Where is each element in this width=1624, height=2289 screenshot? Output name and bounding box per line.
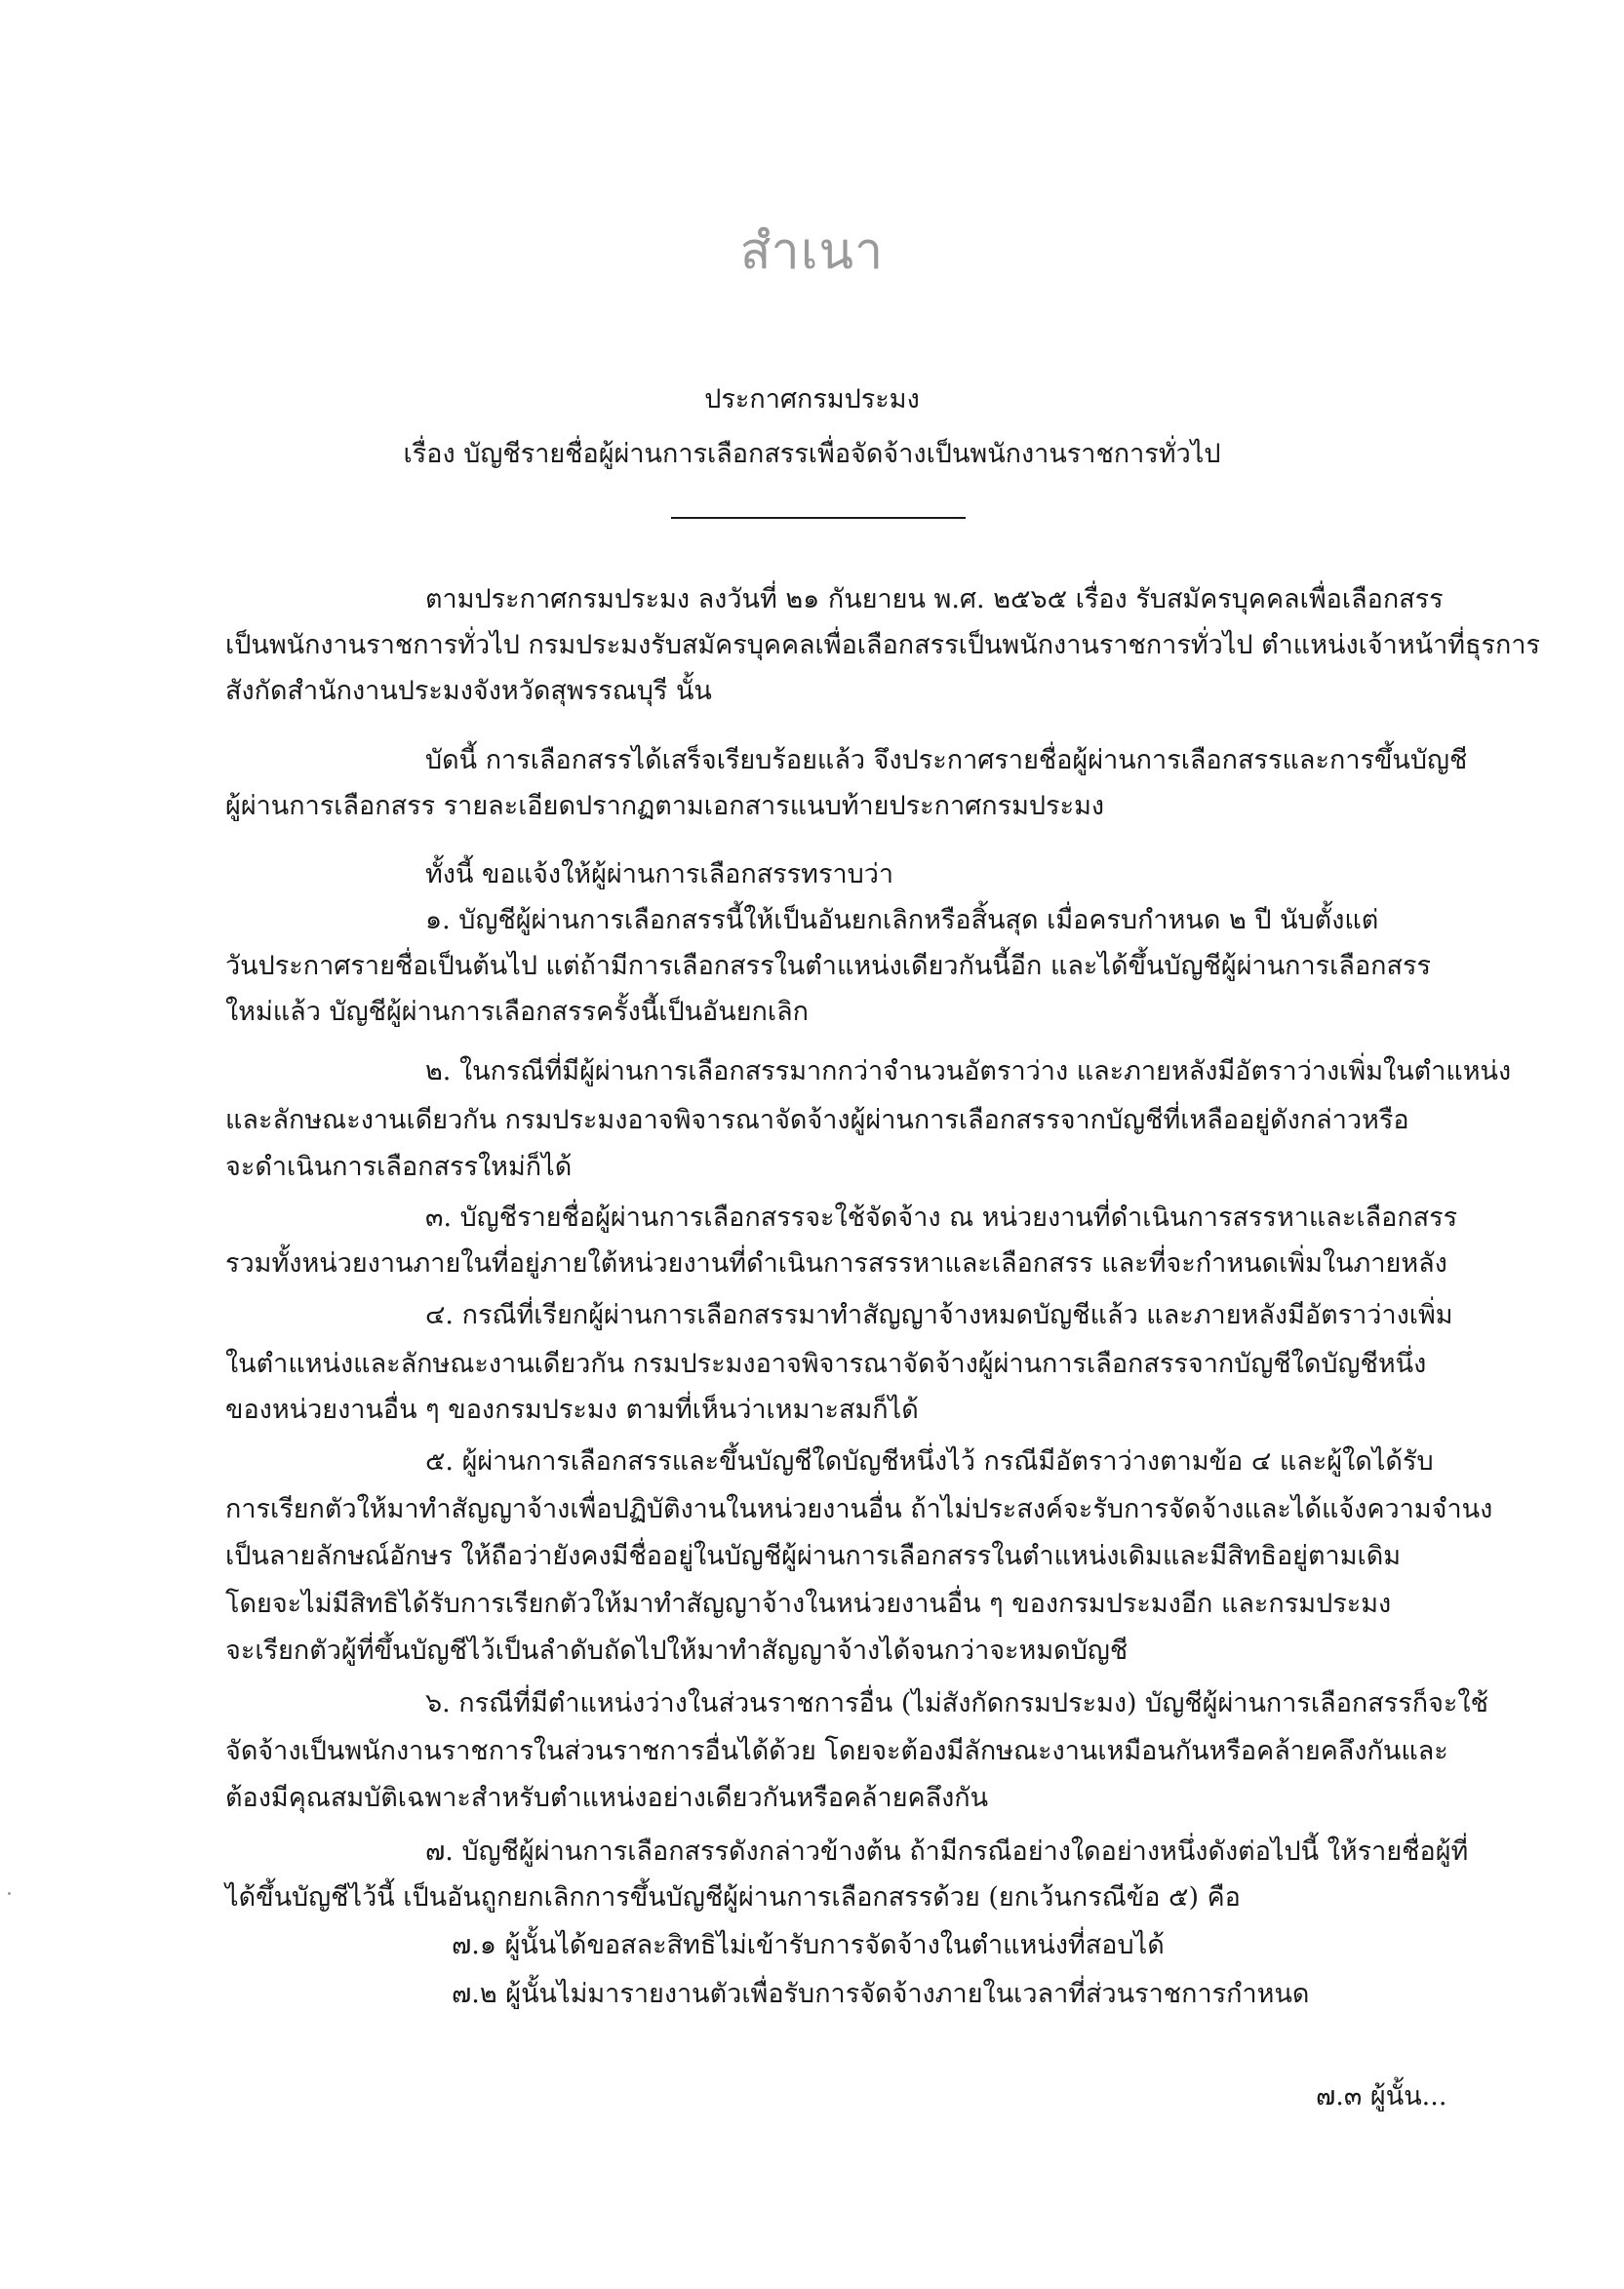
body-line: ๓. บัญชีรายชื่อผู้ผ่านการเลือกสรรจะใช้จัดจ้าง ณ หน่วยงานที่ดำเนินการสรรหาและเลือกสรร [425,1203,1458,1233]
body-line: ต้องมีคุณสมบัติเฉพาะสำหรับตำแหน่งอย่างเดียวกันหรือคล้ายคลึงกัน [225,1783,989,1813]
body-line: รวมทั้งหน่วยงานภายในที่อยู่ภายใต้หน่วยงานที่ดำเนินการสรรหาและเลือกสรร และที่จะกำหนดเพิ่มในภายหลัง [225,1248,1447,1279]
body-line: ๗.๒ ผู้นั้นไม่มารายงานตัวเพื่อรับการจัดจ้างภายในเวลาที่ส่วนราชการกำหนด [452,1979,1310,2009]
body-line: เป็นลายลักษณ์อักษร ให้ถือว่ายังคงมีชื่ออยู่ในบัญชีผู้ผ่านการเลือกสรรในตำแหน่งเดิมและมีสิทธิอยู่ตามเดิม [225,1541,1402,1571]
body-line: ใหม่แล้ว บัญชีผู้ผ่านการเลือกสรรครั้งนี้เป็นอันยกเลิก [225,997,810,1027]
announcement-subject: เรื่อง บัญชีรายชื่อผู้ผ่านการเลือกสรรเพื่อจัดจ้างเป็นพนักงานราชการทั่วไป [403,439,1221,469]
body-line: ๑. บัญชีผู้ผ่านการเลือกสรรนี้ให้เป็นอันยกเลิกหรือสิ้นสุด เมื่อครบกำหนด ๒ ปี นับตั้งแต่ [425,905,1379,935]
body-line: ผู้ผ่านการเลือกสรร รายละเอียดปรากฏตามเอกสารแนบท้ายประกาศกรมประมง [225,791,1105,821]
body-line: สังกัดสำนักงานประมงจังหวัดสุพรรณบุรี นั้น [225,676,712,706]
body-line: ๗. บัญชีผู้ผ่านการเลือกสรรดังกล่าวข้างต้น ถ้ามีกรณีอย่างใดอย่างหนึ่งดังต่อไปนี้ ให้รายชื่อผู้ที่ [425,1836,1469,1867]
body-line: เป็นพนักงานราชการทั่วไป กรมประมงรับสมัครบุคคลเพื่อเลือกสรรเป็นพนักงานราชการทั่วไป ตำแหน่งเจ้าหน้าที่ธุรการ [225,630,1541,660]
body-line: ๕. ผู้ผ่านการเลือกสรรและขึ้นบัญชีใดบัญชีหนึ่งไว้ กรณีมีอัตราว่างตามข้อ ๔ และผู้ใดได้รับ [425,1446,1434,1477]
body-line: ของหน่วยงานอื่น ๆ ของกรมประมง ตามที่เห็นว่าเหมาะสมก็ได้ [225,1395,919,1425]
body-line: ในตำแหน่งและลักษณะงานเดียวกัน กรมประมงอาจพิจารณาจัดจ้างผู้ผ่านการเลือกสรรจากบัญชีใดบัญชีหนึ่ง [225,1349,1427,1379]
body-line: จะเรียกตัวผู้ที่ขึ้นบัญชีไว้เป็นลำดับถัดไปให้มาทำสัญญาจ้างได้จนกว่าจะหมดบัญชี [225,1636,1129,1666]
body-line: จัดจ้างเป็นพนักงานราชการในส่วนราชการอื่นได้ด้วย โดยจะต้องมีลักษณะงานเหมือนกันหรือคล้ายคลึงกันและ [225,1736,1448,1766]
copy-stamp: สำเนา [739,222,885,281]
body-line: ๗.๑ ผู้นั้นได้ขอสละสิทธิไม่เข้ารับการจัดจ้างในตำแหน่งที่สอบได้ [452,1930,1165,1960]
body-line: ๒. ในกรณีที่มีผู้ผ่านการเลือกสรรมากกว่าจำนวนอัตราว่าง และภายหลังมีอัตราว่างเพิ่มในตำแหน่ง [425,1056,1512,1086]
body-line: ตามประกาศกรมประมง ลงวันที่ ๒๑ กันยายน พ.ศ. ๒๕๖๕ เรื่อง รับสมัครบุคคลเพื่อเลือกสรร [425,584,1444,614]
scan-speck [8,1892,11,1895]
announcement-title: ประกาศกรมประมง [704,384,920,414]
body-line: ๔. กรณีที่เรียกผู้ผ่านการเลือกสรรมาทำสัญญาจ้างหมดบัญชีแล้ว และภายหลังมีอัตราว่างเพิ่ม [425,1300,1453,1330]
body-line: วันประกาศรายชื่อเป็นต้นไป แต่ถ้ามีการเลือกสรรในตำแหน่งเดียวกันนี้อีก และได้ขึ้นบัญชีผู้ผ่านการเลือกสรร [225,951,1431,981]
body-line: ทั้งนี้ ขอแจ้งให้ผู้ผ่านการเลือกสรรทราบว่า [425,859,894,889]
body-line: โดยจะไม่มีสิทธิได้รับการเรียกตัวให้มาทำสัญญาจ้างในหน่วยงานอื่น ๆ ของกรมประมงอีก และกรมประมง [225,1589,1392,1619]
title-divider [671,517,966,519]
body-line: และลักษณะงานเดียวกัน กรมประมงอาจพิจารณาจัดจ้างผู้ผ่านการเลือกสรรจากบัญชีที่เหลืออยู่ดังกล่าวหรือ [225,1105,1409,1135]
body-line: จะดำเนินการเลือกสรรใหม่ก็ได้ [225,1152,573,1182]
body-line: ได้ขึ้นบัญชีไว้นี้ เป็นอันถูกยกเลิกการขึ้นบัญชีผู้ผ่านการเลือกสรรด้วย (ยกเว้นกรณีข้อ ๕) คือ [225,1882,1241,1913]
continuation-note: ๗.๓ ผู้นั้น... [1316,2081,1447,2111]
body-line: การเรียกตัวให้มาทำสัญญาจ้างเพื่อปฏิบัติงานในหน่วยงานอื่น ถ้าไม่ประสงค์จะรับการจัดจ้างและได้แจ้งความจำนง [225,1494,1493,1524]
body-line: บัดนี้ การเลือกสรรได้เสร็จเรียบร้อยแล้ว จึงประกาศรายชื่อผู้ผ่านการเลือกสรรและการขึ้นบัญชี [425,745,1468,775]
body-line: ๖. กรณีที่มีตำแหน่งว่างในส่วนราชการอื่น (ไม่สังกัดกรมประมง) บัญชีผู้ผ่านการเลือกสรรก็จะใช้ [425,1688,1488,1718]
